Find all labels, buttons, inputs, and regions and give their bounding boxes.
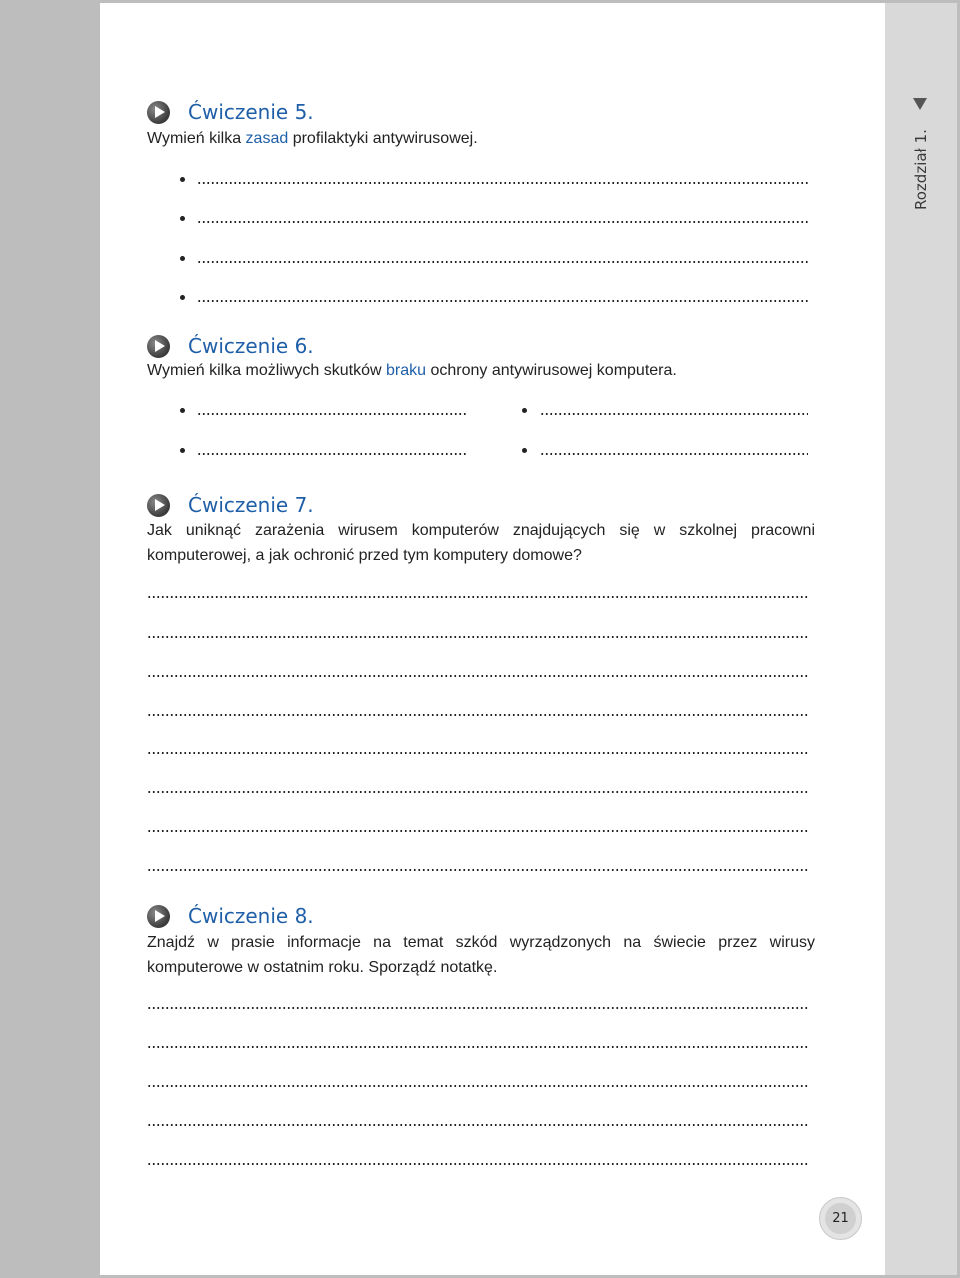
exercise-7-title: Ćwiczenie 7. bbox=[188, 493, 314, 517]
answer-line bbox=[197, 182, 808, 184]
exercise-8-title: Ćwiczenie 8. bbox=[188, 904, 314, 928]
answer-line bbox=[197, 413, 467, 415]
answer-line bbox=[147, 1046, 808, 1048]
answer-line bbox=[197, 300, 808, 302]
answer-line bbox=[540, 413, 808, 415]
answer-line bbox=[147, 869, 808, 871]
exercise-8-heading bbox=[147, 904, 314, 928]
bullet bbox=[522, 448, 527, 453]
bullet bbox=[180, 448, 185, 453]
exercise-5-heading bbox=[147, 100, 314, 124]
answer-line bbox=[147, 1085, 808, 1087]
exercise-7-instruction: Jak uniknąć zarażenia wirusem komputerów znajdujących się w szkolnej pracowni komputerowej, a jak ochronić przed tym komputery domowe? bbox=[147, 522, 815, 564]
exercise-8-instruction: Znajdź w prasie informacje na temat szkód wyrządzonych na świecie przez wirusy komputerowe w ostatnim roku. Sporządź notatkę. bbox=[147, 934, 815, 976]
highlighted-word: braku bbox=[386, 362, 427, 379]
answer-line bbox=[147, 830, 808, 832]
play-icon bbox=[147, 101, 170, 124]
exercise-6-title: Ćwiczenie 6. bbox=[188, 334, 314, 358]
exercise-6-instruction: Wymień kilka możliwych skutków braku ochrony antywirusowej komputera. bbox=[147, 362, 677, 379]
answer-line bbox=[147, 636, 808, 638]
answer-line bbox=[197, 221, 808, 223]
bullet bbox=[180, 295, 185, 300]
answer-line bbox=[147, 1007, 808, 1009]
bullet bbox=[180, 177, 185, 182]
answer-line bbox=[147, 1124, 808, 1126]
exercise-7-heading bbox=[147, 493, 314, 517]
play-icon bbox=[147, 905, 170, 928]
answer-line bbox=[147, 675, 808, 677]
play-icon bbox=[147, 335, 170, 358]
answer-line bbox=[147, 791, 808, 793]
page-number: 21 bbox=[825, 1203, 856, 1234]
answer-line bbox=[147, 596, 808, 598]
chapter-label: Rozdział 1. bbox=[912, 129, 930, 210]
bullet bbox=[180, 256, 185, 261]
answer-line bbox=[197, 453, 467, 455]
bullet bbox=[522, 408, 527, 413]
exercise-6-heading bbox=[147, 334, 314, 358]
answer-line bbox=[540, 453, 808, 455]
play-icon bbox=[147, 494, 170, 517]
chevron-down-icon bbox=[913, 98, 927, 110]
exercise-5-instruction: Wymień kilka zasad profilaktyki antywirusowej. bbox=[147, 130, 478, 147]
answer-line bbox=[147, 1163, 808, 1165]
bullet bbox=[180, 216, 185, 221]
answer-line bbox=[197, 261, 808, 263]
highlighted-word: zasad bbox=[245, 130, 289, 147]
bullet bbox=[180, 408, 185, 413]
answer-line bbox=[147, 714, 808, 716]
page-number-badge bbox=[819, 1197, 862, 1240]
exercise-5-title: Ćwiczenie 5. bbox=[188, 100, 314, 124]
answer-line bbox=[147, 752, 808, 754]
